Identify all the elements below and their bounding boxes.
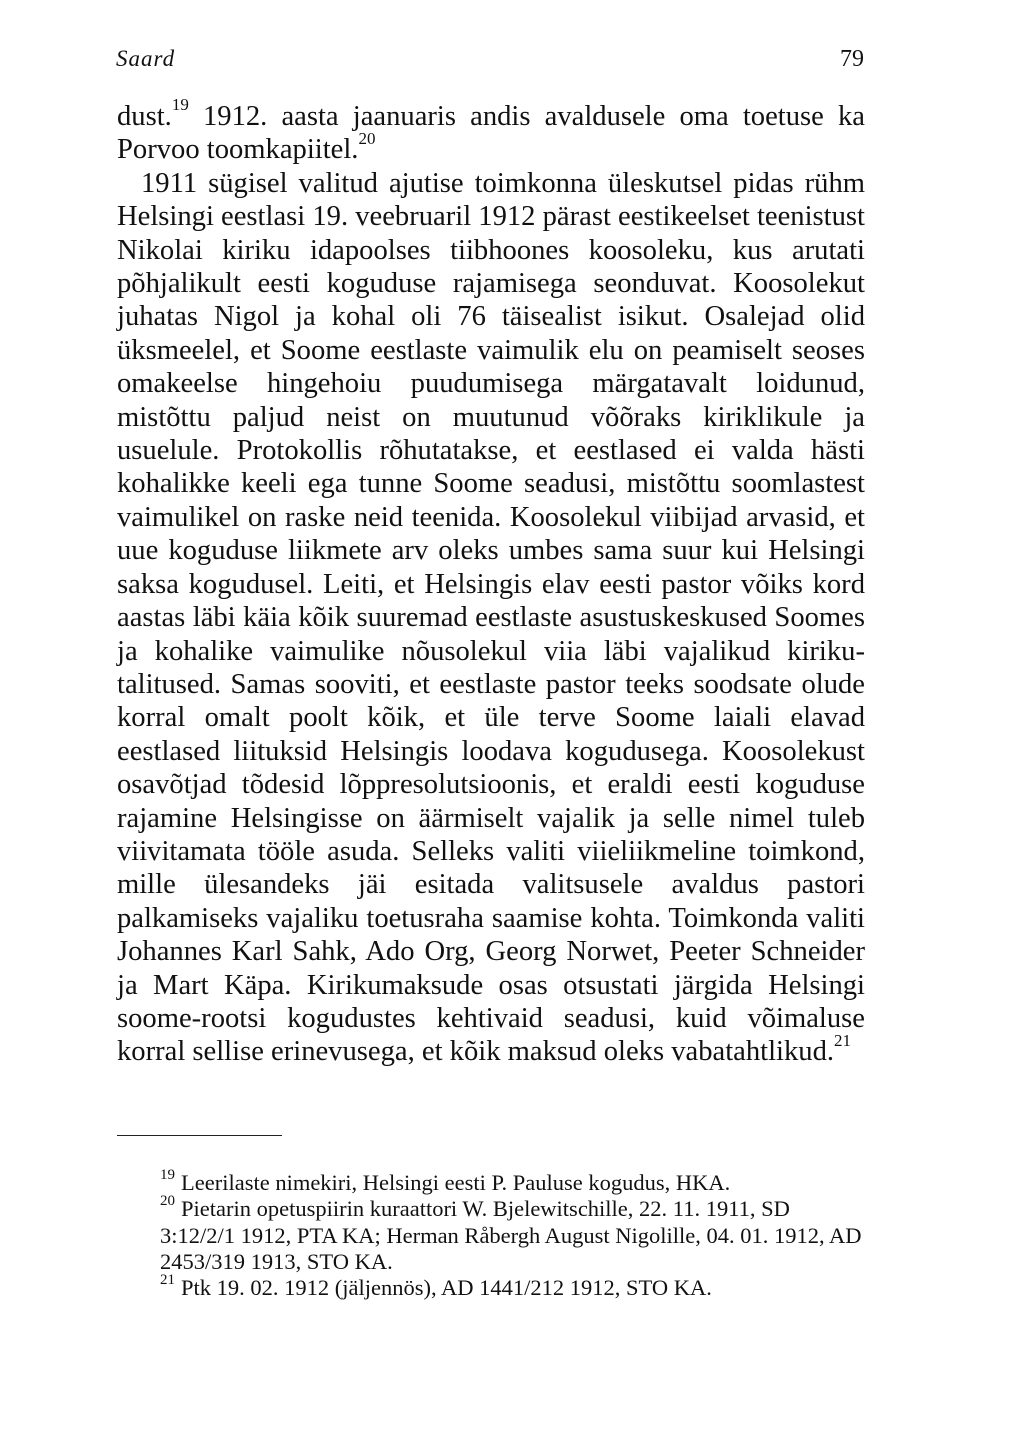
main-text: [117, 95, 865, 1069]
footnote-19: [160, 1166, 865, 1196]
running-header: [116, 46, 864, 80]
footnote-ref-20: 20: [358, 128, 376, 148]
footnote-number: 20: [160, 1192, 175, 1209]
footnote-separator: [117, 1135, 282, 1136]
paragraph-2-text: 1911 sügisel valitud ajutise toimkonna üleskutsel pidas rühm Helsingi eestlasi 19. veebruaril 1912 pärast eestikeelset teenistust Nikolai kiriku idapoolses tiibhoones koosoleku, kus arutati põhjalikult eesti koguduse rajamisega seonduvat. Koosolekut juhatas Nigol ja kohal oli 76 täisealist isikut. Osalejad olid üksmeelel, et Soome eestlaste vaimulik elu on peamiselt seoses omakeelse hingehoiu puudumisega märgatavalt loidunud, mistõttu paljud neist on muutunud võõraks kiriklikule ja usuelule. Protokollis rõhutatakse, et eestlased ei valda hästi kohalikke keeli ega tunne Soome seadusi, mistõttu soomlastest vaimulikel on raske neid teenida. Koosolekul viibijad arvasid, et uue koguduse liikmete arv oleks umbes sama suur kui Helsingi saksa kogudusel. Leiti, et Helsingis elav eesti pastor võiks kord aastas läbi käia kõik suuremad eestlaste asustuskeskused Soomes ja kohalike vaimulike nõusolekul viia läbi vajalikud kirikutalitused. Samas sooviti, et eestlaste pastor teeks soodsate olude korral omalt poolt kõik, et üle terve Soome laiali elavad eestlased liituksid Helsingis loodava kogudusega. Koosolekust osavõtjad tõdesid lõppresolutsioonis, et eraldi eesti koguduse rajamine Helsingisse on äärmiselt vajalik ja selle nimel tuleb viivitamata tööle asuda. Selleks valiti viieliikmeline toimkond, mille ülesandeks jäi esitada valitsusele avaldus pastori palkamiseks vajaliku toetusraha saamise kohta. Toimkonda valiti Johannes Karl Sahk, Ado Org, Georg Norwet, Peeter Schneider ja Mart Käpa. Kirikumaksude osas otsustati järgida Helsingi soome-rootsi kogudustes kehtivaid seadusi, kuid võimaluse korral sellise erinevusega, et kõik maksud oleks vabatahtlikud.: [117, 167, 865, 1068]
paragraph-1: [117, 95, 865, 167]
footnotes: [160, 1166, 865, 1301]
paragraph-2: [117, 167, 865, 1069]
footnote-number: 19: [160, 1166, 175, 1183]
footnote-ref-19: 19: [171, 95, 189, 115]
footnote-number: 21: [160, 1271, 175, 1288]
paragraph-1-text: dust.: [117, 101, 172, 132]
footnote-text: Leerilaste nimekiri, Helsingi eesti P. Pauluse kogudus, HKA.: [181, 1170, 731, 1195]
running-title: Saard: [116, 46, 176, 71]
footnote-text: Pietarin opetuspiirin kuraattori W. Bjelewitschille, 22. 11. 1911, SD 3:12/2/1 1912, PTA KA; Herman Råbergh August Nigolille, 04. 01. 1912, AD 2453/319 1913, STO KA.: [160, 1196, 862, 1274]
page-number: 79: [840, 46, 864, 72]
paragraph-1-text-2: 1912. aasta jaanuaris andis avaldusele oma toetuse ka Porvoo toomkapiitel.: [117, 101, 865, 166]
footnote-text: Ptk 19. 02. 1912 (jäljennös), AD 1441/212 1912, STO KA.: [181, 1275, 712, 1301]
footnote-20: [160, 1192, 865, 1275]
footnote-21: [160, 1271, 865, 1301]
footnote-ref-21: 21: [834, 1030, 852, 1050]
